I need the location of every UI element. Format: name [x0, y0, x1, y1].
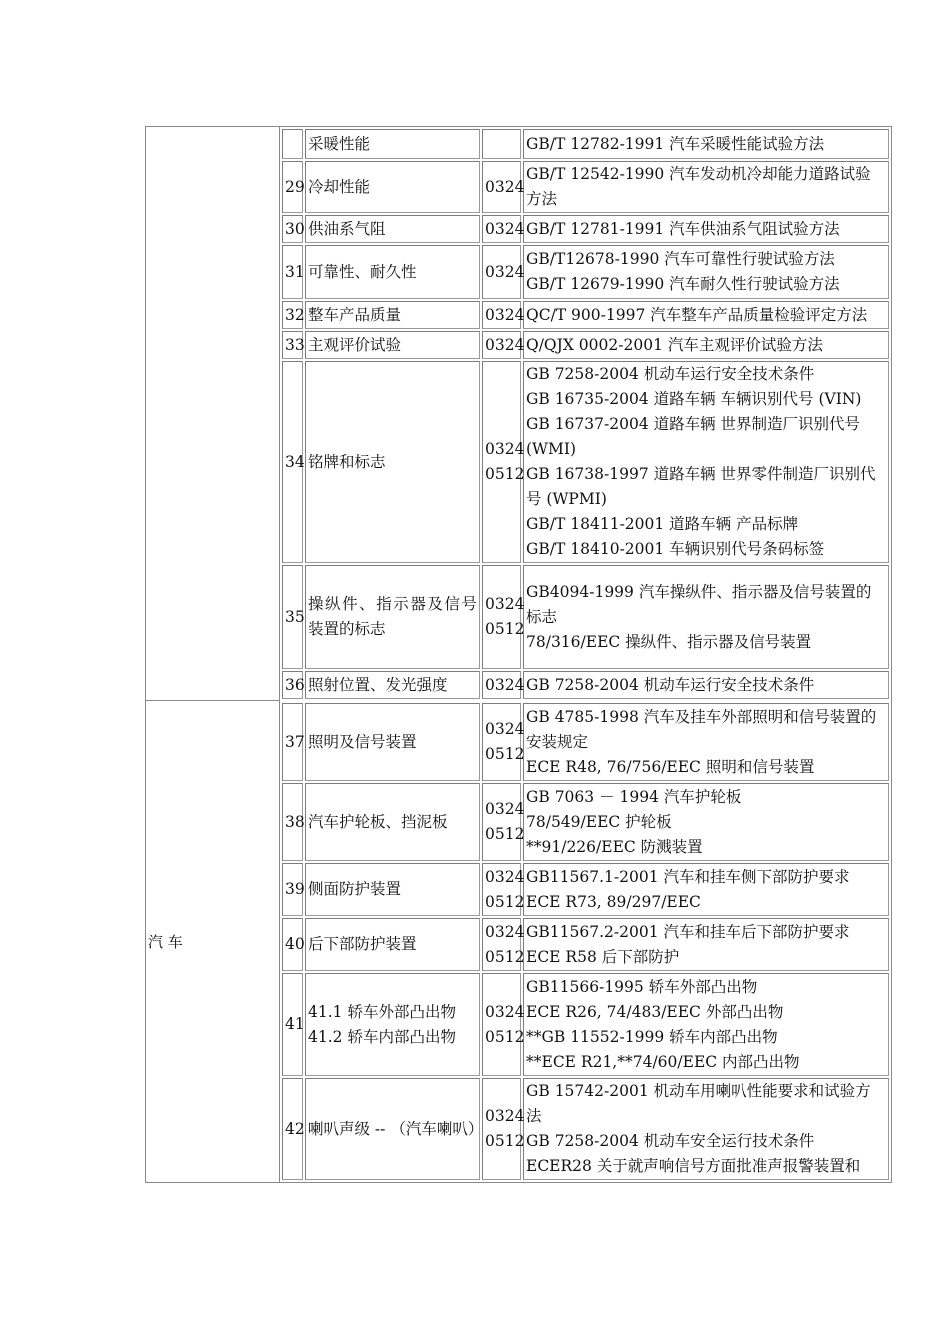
table-row [282, 245, 889, 299]
lab-code-line: 0512 [485, 1132, 525, 1150]
item-name-line: 侧面防护装置 [308, 880, 402, 898]
item-name-line: 供油系气阻 [308, 219, 386, 238]
standard-line: GB 7063 － 1994 汽车护轮板 [526, 787, 742, 806]
standard-line: GB11567.1-2001 汽车和挂车侧下部防护要求 [526, 867, 850, 886]
item-name [305, 1078, 484, 1180]
table-row [282, 215, 889, 243]
lab-code [482, 245, 525, 299]
standard-line: GB4094-1999 汽车操纵件、指示器及信号装置的标志 [526, 582, 872, 626]
lab-code-line: 0324 [485, 1107, 525, 1125]
lab-code-line: 0324 [485, 720, 525, 738]
table-row [282, 361, 889, 563]
standard-line: GB 16737-2004 道路车辆 世界制造厂识别代号 (WMI) [526, 415, 861, 458]
standard-reference [523, 361, 889, 563]
standard-reference [523, 783, 889, 861]
item-number: 30 [282, 215, 303, 243]
item-name [305, 129, 480, 159]
item-number: 29 [282, 161, 303, 213]
item-name [305, 703, 480, 781]
item-number: 39 [282, 863, 303, 916]
item-name [305, 671, 480, 699]
item-name [305, 565, 480, 669]
item-name [305, 301, 480, 329]
standard-reference [523, 1078, 889, 1180]
standard-reference [523, 129, 889, 159]
table-row [282, 129, 889, 159]
standard-reference [523, 331, 889, 359]
table-row [282, 1078, 889, 1180]
lab-code-line: 0324 [485, 1002, 525, 1021]
standard-line: GB/T12678-1990 汽车可靠性行驶试验方法 [526, 250, 835, 268]
standard-reference [523, 565, 889, 669]
standard-reference [523, 973, 889, 1076]
standard-line: GB 16738-1997 道路车辆 世界零件制造厂识别代号 (WPMI) [526, 465, 876, 508]
item-name [305, 973, 480, 1076]
standard-line: ECER28 关于就声响信号方面批准声报警装置和 [526, 1157, 861, 1175]
standard-reference [523, 161, 889, 213]
table-row [282, 703, 889, 781]
standard-reference [523, 918, 889, 971]
standard-line: GB/T 12679-1990 汽车耐久性行驶试验方法 [526, 275, 840, 293]
items-table-bottom [280, 701, 891, 1182]
items-table-top [280, 127, 891, 701]
lab-code [482, 331, 525, 359]
table-row [282, 973, 889, 1076]
item-name-line: 41.1 轿车外部凸出物 [308, 1002, 456, 1021]
standard-line: **ECE R21,**74/60/EEC 内部凸出物 [526, 1052, 800, 1071]
standard-line: GB 16735-2004 道路车辆 车辆识别代号 (VIN) [526, 390, 862, 408]
standard-line: Q/QJX 0002-2001 汽车主观评价试验方法 [526, 335, 823, 354]
standard-line: QC/T 900-1997 汽车整车产品质量检验评定方法 [526, 305, 868, 324]
lab-code [482, 783, 525, 861]
lab-code-line: 0512 [485, 745, 525, 763]
item-number: 40 [282, 918, 303, 971]
section-top [280, 127, 891, 701]
standard-line: GB/T 12782-1991 汽车采暖性能试验方法 [526, 134, 825, 153]
lab-code-line: 0512 [485, 892, 525, 911]
table-row [282, 161, 889, 213]
item-number: 41 [282, 973, 303, 1076]
standard-line: GB 7258-2004 机动车运行安全技术条件 [526, 365, 815, 383]
item-name [305, 245, 480, 299]
lab-code-line: 0324 [485, 177, 525, 196]
standard-line: GB 7258-2004 机动车运行安全技术条件 [526, 675, 815, 694]
standard-line: GB 4785-1998 汽车及挂车外部照明和信号装置的安装规定 [526, 707, 877, 751]
standard-line: **91/226/EEC 防溅装置 [526, 837, 703, 856]
lab-code [482, 361, 525, 563]
lab-code-line: 0324 [485, 440, 525, 458]
item-name-line: 冷却性能 [308, 177, 371, 196]
lab-code-line: 0512 [485, 947, 525, 966]
item-number: 38 [282, 783, 303, 861]
table-row [282, 671, 889, 699]
lab-code [482, 671, 525, 699]
standard-line: ECE R48, 76/756/EEC 照明和信号装置 [526, 757, 815, 776]
standard-line: 78/549/EEC 护轮板 [526, 812, 672, 831]
lab-code-line: 0324 [485, 922, 525, 941]
standard-line: GB11566-1995 轿车外部凸出物 [526, 977, 758, 996]
section-bottom [280, 701, 891, 1182]
lab-code [482, 703, 525, 781]
item-name-line: 采暖性能 [308, 134, 371, 153]
lab-code [482, 129, 521, 159]
item-number: 35 [282, 565, 303, 669]
standard-reference [523, 245, 889, 299]
lab-code [482, 301, 525, 329]
standard-line: GB/T 18411-2001 道路车辆 产品标牌 [526, 515, 799, 533]
table-row [282, 565, 889, 669]
item-name-line: 操纵件、指示器及信号装置的标志 [308, 595, 477, 638]
lab-code-line: 0324 [485, 305, 525, 324]
lab-code-line: 0512 [485, 825, 525, 843]
table-row [282, 301, 889, 329]
item-number: 33 [282, 331, 303, 359]
standard-reference [523, 301, 889, 329]
category-cell-top [146, 127, 280, 701]
standards-table [145, 126, 892, 1183]
item-number: 31 [282, 245, 303, 299]
item-number: 34 [282, 361, 303, 563]
item-name-line: 后下部防护装置 [308, 935, 417, 953]
standard-line: GB 15742-2001 机动车用喇叭性能要求和试验方法 [526, 1082, 871, 1125]
standards-table-page [145, 126, 892, 1183]
lab-code [482, 215, 525, 243]
standard-line: 78/316/EEC 操纵件、指示器及信号装置 [526, 632, 812, 651]
lab-code [482, 565, 525, 669]
item-name-line: 汽车护轮板、挡泥板 [308, 812, 448, 831]
lab-code-line: 0324 [485, 675, 525, 694]
item-number: 36 [282, 671, 303, 699]
standard-line: GB/T 12542-1990 汽车发动机冷却能力道路试验方法 [526, 165, 871, 208]
standard-line: GB11567.2-2001 汽车和挂车后下部防护要求 [526, 922, 850, 941]
item-name-line: 整车产品质量 [308, 305, 402, 324]
table-row [282, 863, 889, 916]
item-name-line: 喇叭声级 -- （汽车喇叭） [308, 1119, 484, 1138]
category-cell-car [146, 701, 280, 1182]
standard-line: GB/T 12781-1991 汽车供油系气阻试验方法 [526, 219, 840, 238]
standard-line: ECE R58 后下部防护 [526, 947, 680, 966]
category-label: 汽 车 [148, 933, 183, 951]
item-name-line: 照明及信号装置 [308, 732, 417, 751]
item-number [282, 129, 303, 159]
lab-code-line: 0324 [485, 262, 525, 281]
standard-line: GB 7258-2004 机动车安全运行技术条件 [526, 1132, 815, 1150]
item-name [305, 361, 480, 563]
item-name [305, 783, 480, 861]
item-name-line: 41.2 轿车内部凸出物 [308, 1027, 456, 1046]
lab-code-line: 0324 [485, 219, 525, 238]
standard-reference [523, 863, 889, 916]
lab-code-line: 0512 [485, 1027, 525, 1046]
standard-line: ECE R26, 74/483/EEC 外部凸出物 [526, 1002, 784, 1021]
lab-code-line: 0324 [485, 867, 525, 886]
item-number: 37 [282, 703, 303, 781]
standard-reference [523, 215, 889, 243]
item-number: 32 [282, 301, 303, 329]
lab-code [482, 918, 525, 971]
item-name [305, 331, 480, 359]
standard-reference [523, 671, 889, 699]
item-number: 42 [282, 1078, 303, 1180]
lab-code [482, 1078, 525, 1180]
item-name-line: 铭牌和标志 [308, 452, 386, 471]
lab-code [482, 863, 525, 916]
table-row [282, 783, 889, 861]
standard-line: **GB 11552-1999 轿车内部凸出物 [526, 1027, 778, 1046]
standard-line: ECE R73, 89/297/EEC [526, 892, 701, 911]
table-row [282, 331, 889, 359]
item-name-line: 主观评价试验 [308, 335, 402, 354]
item-name [305, 918, 480, 971]
item-name-line: 照射位置、发光强度 [308, 675, 448, 694]
item-name [305, 161, 480, 213]
lab-code-line: 0512 [485, 620, 525, 638]
item-name [305, 215, 480, 243]
standard-reference [523, 703, 889, 781]
lab-code-line: 0324 [485, 595, 525, 613]
item-name [305, 863, 480, 916]
lab-code-line: 0324 [485, 335, 525, 354]
lab-code [482, 161, 525, 213]
lab-code-line: 0512 [485, 465, 525, 483]
item-name-line: 可靠性、耐久性 [308, 262, 417, 281]
table-row [282, 918, 889, 971]
standard-line: GB/T 18410-2001 车辆识别代号条码标签 [526, 540, 825, 558]
lab-code-line: 0324 [485, 800, 525, 818]
lab-code [482, 973, 525, 1076]
